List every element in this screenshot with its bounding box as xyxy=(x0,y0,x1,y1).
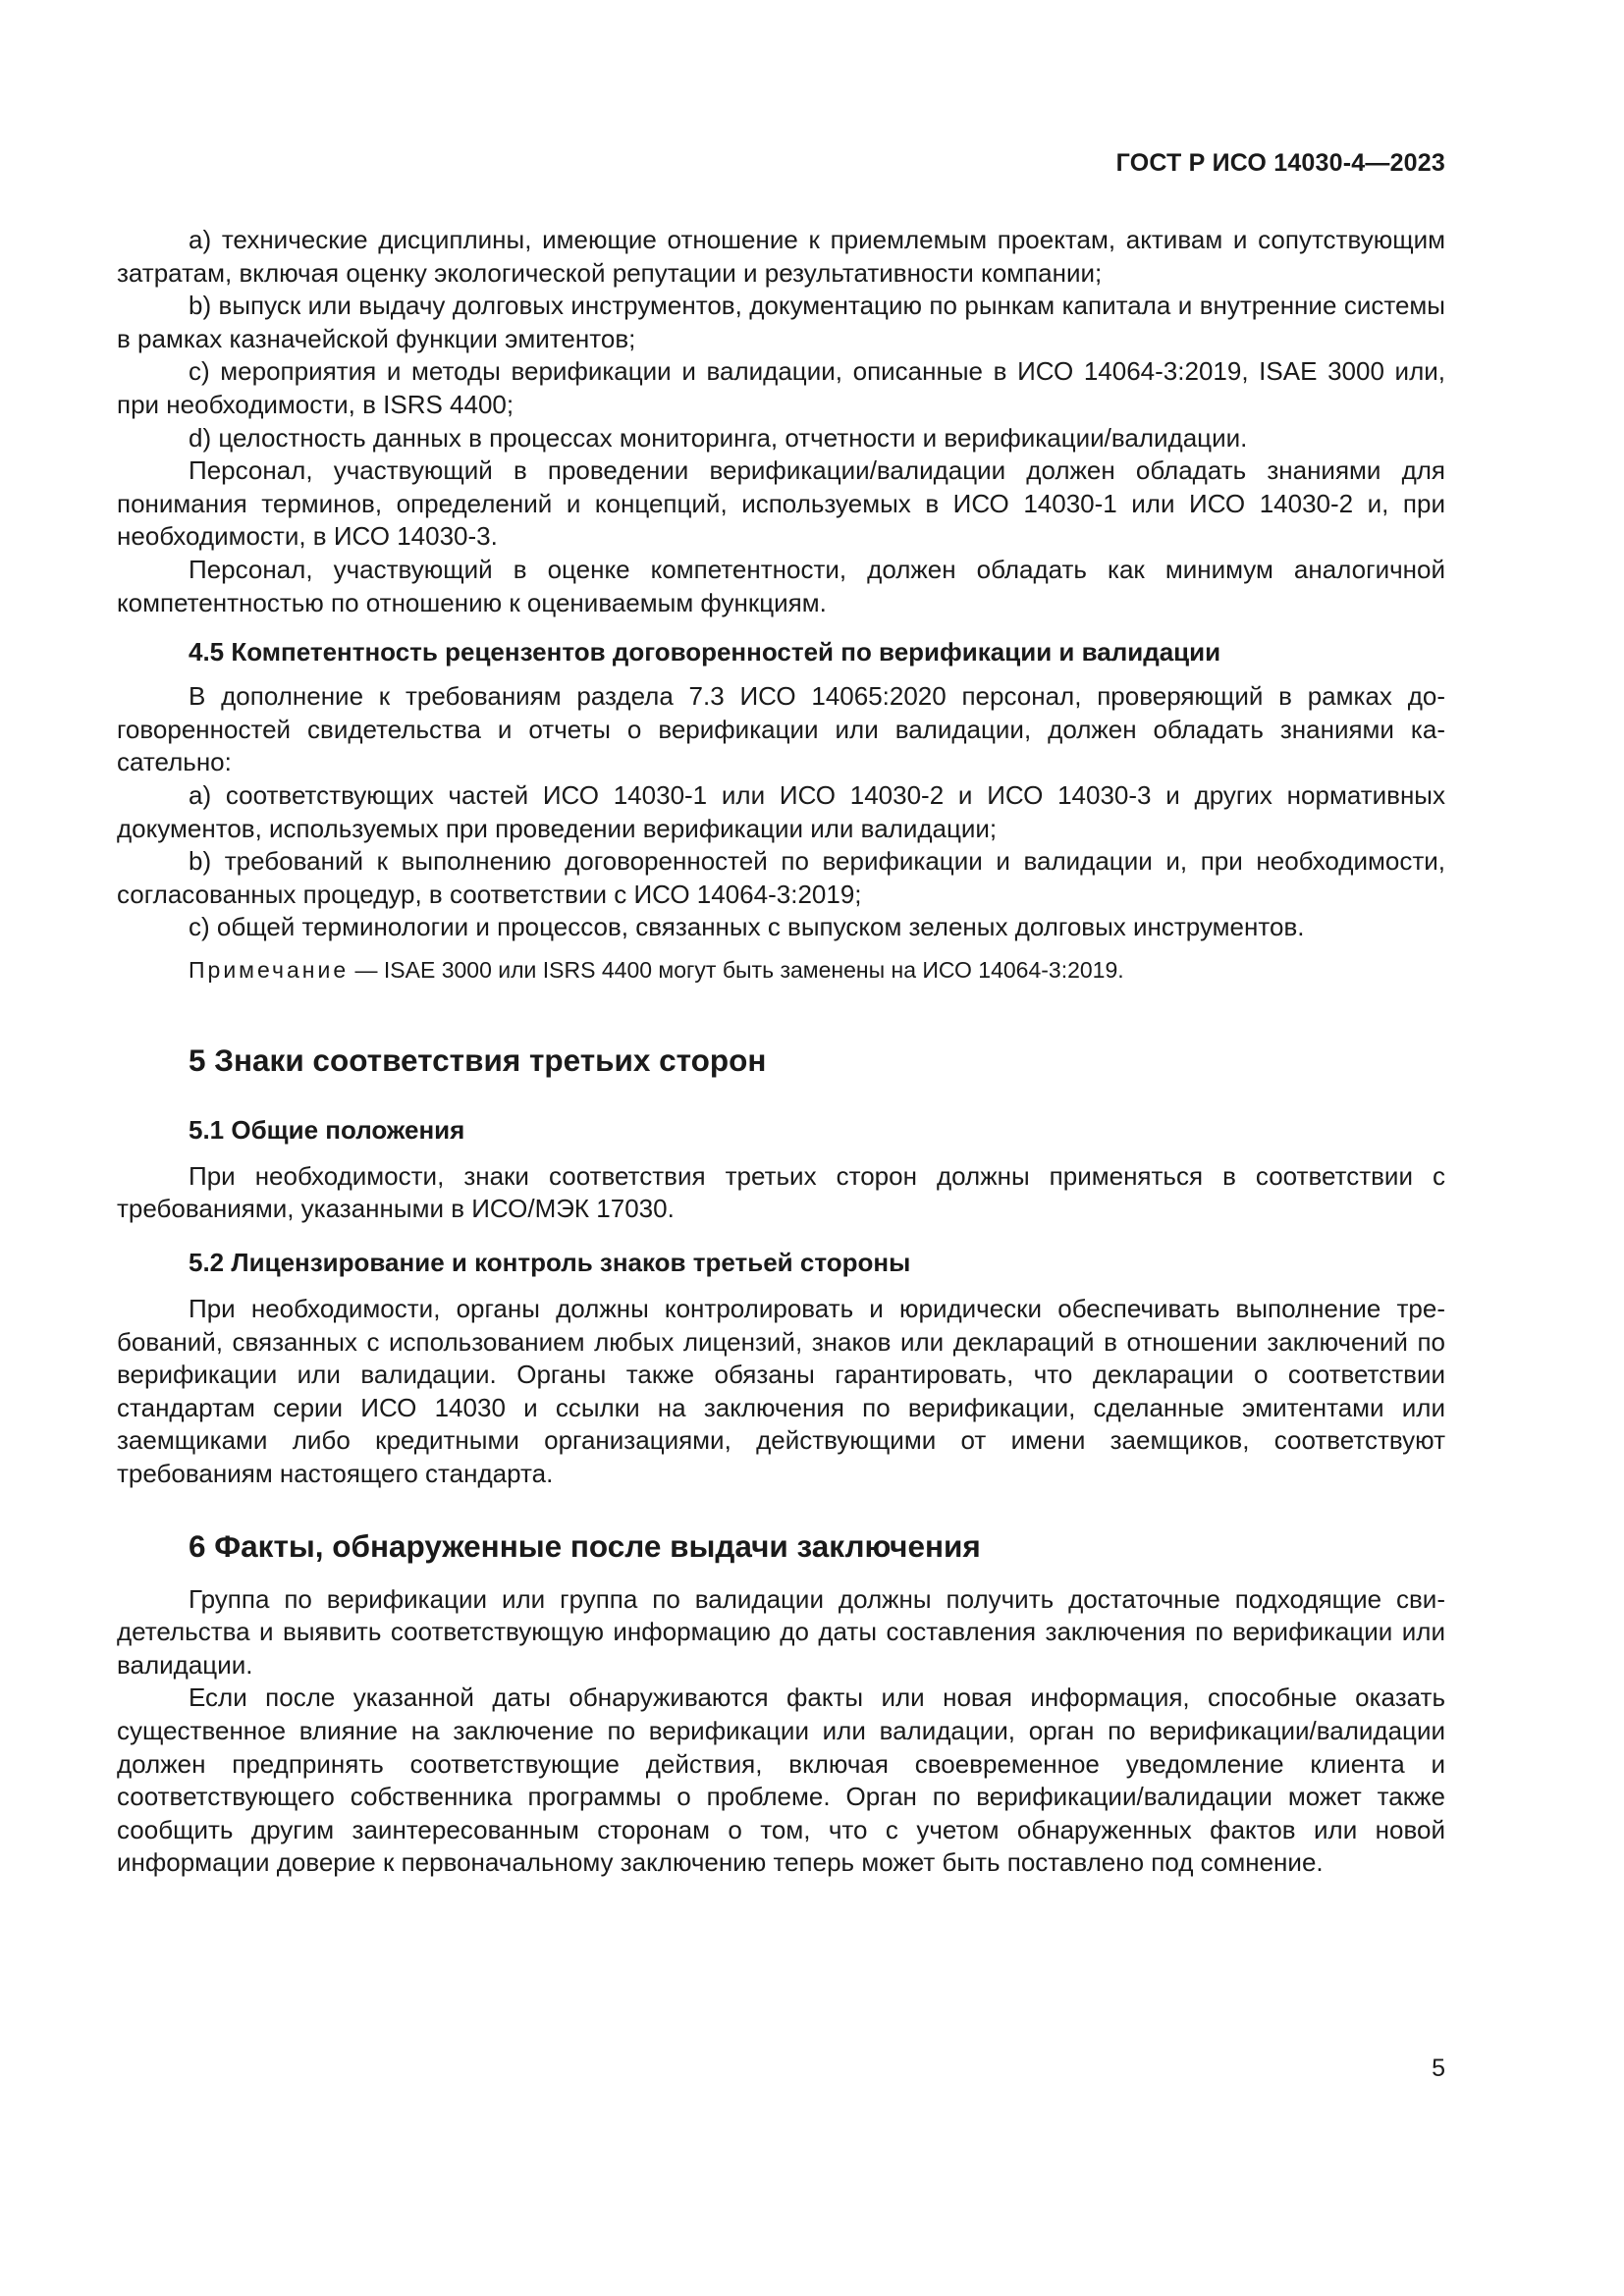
page-number: 5 xyxy=(1432,2055,1445,2082)
list-item-a: a) технические дисциплины, имеющие отношение к приемлемым проектам, активам и сопутствующим затратам, включая оценку экологической репутации и результативности компании; xyxy=(117,225,1445,288)
note-label: Примечание xyxy=(189,956,350,983)
paragraph-4-5-intro: В дополнение к требованиям раздела 7.3 ИСО 14065:2020 персонал, проверяющий в рамках договоренностей свидетельства и отчеты о верификации или валидации, должен обладать знаниями касательно: xyxy=(117,681,1445,777)
list-item-b: b) выпуск или выдачу долговых инструментов, документацию по рынкам капитала и внутренние системы в рамках казначейской функции эмитентов; xyxy=(117,291,1445,353)
note-text: — ISAE 3000 или ISRS 4400 могут быть заменены на ИСО 14064-3:2019. xyxy=(349,956,1124,983)
paragraph-6-1: Группа по верификации или группа по валидации должны получить достаточные подходящие свидетельства и выявить соответствующую информацию до даты составления заключения по верификации или валидации. xyxy=(117,1583,1445,1680)
list-item-d: d) целостность данных в процессах мониторинга, отчетности и верификации/валидации. xyxy=(189,422,1248,453)
note xyxy=(117,954,1445,986)
paragraph-personnel-knowledge: Персонал, участвующий в проведении верификации/валидации должен обладать знаниями для понимания терминов, определений и концепций, используемых в ИСО 14030-1 или ИСО 14030-2 и, при необходимости, в ИСО 14030-3. xyxy=(117,455,1445,552)
list-item-c: c) общей терминологии и процессов, связанных с выпуском зеленых долговых инструментов. xyxy=(189,912,1305,942)
paragraph-personnel-competence: Персонал, участвующий в оценке компетентности, должен обладать как минимум аналогичной компетентностью по отношению к оцениваемым функциям. xyxy=(117,554,1445,617)
heading-5-1: 5.1 Общие положения xyxy=(189,1114,465,1145)
document-id: ГОСТ Р ИСО 14030-4—2023 xyxy=(1115,149,1445,177)
list-item-a: a) соответствующих частей ИСО 14030-1 или ИСО 14030-2 и ИСО 14030-3 и других нормативных документов, используемых при проведении верификации или валидации; xyxy=(117,779,1445,843)
paragraph-5-2: При необходимости, органы должны контролировать и юридически обеспечивать выполнение требований, связанных с использованием любых лицензий, знаков или деклараций в отношении заключений по верификации или валидации. Органы также обязаны гарантировать, что декларации о соответствии стандартам серии ИСО 14030 и ссылки на заключения по верификации, сделанные эмитентами или заемщиками либо кредитными организациями, действующими от имени заемщиков, соответствуют требованиям настоящего стандарта. xyxy=(117,1294,1445,1489)
heading-5-2: 5.2 Лицензирование и контроль знаков третьей стороны xyxy=(189,1248,911,1278)
page-body xyxy=(117,224,1445,1880)
heading-section-5: 5 Знаки соответствия третьих сторон xyxy=(189,1041,767,1078)
heading-4-5: 4.5 Компетентность рецензентов договоренностей по верификации и валидации xyxy=(189,637,1221,667)
list-item-c: c) мероприятия и методы верификации и валидации, описанные в ИСО 14064-3:2019, ISAE 3000 или, при необходимости, в ISRS 4400; xyxy=(117,356,1445,419)
paragraph-5-1: При необходимости, знаки соответствия третьих сторон должны применяться в соответствии с требованиями, указанными в ИСО/МЭК 17030. xyxy=(117,1160,1445,1224)
heading-section-6: 6 Факты, обнаруженные после выдачи заключения xyxy=(189,1527,981,1564)
paragraph-6-2: Если после указанной даты обнаруживаются факты или новая информация, способные оказать существенное влияние на заключение по верификации или валидации, орган по верификации/валидации должен предпринять соответствующие действия, включая своевременное уведомление клиента и соответствующего собственника программы о проблеме. Орган по верификации/валидации может также сообщить другим заинтересованным сторонам о том, что с учетом обнаруженных фактов или новой информации доверие к первоначальному заключению теперь может быть поставлено под сомнение. xyxy=(117,1682,1445,1878)
list-item-b: b) требований к выполнению договоренностей по верификации и валидации и, при необходимости, согласованных процедур, в соответствии с ИСО 14064-3:2019; xyxy=(117,846,1445,909)
